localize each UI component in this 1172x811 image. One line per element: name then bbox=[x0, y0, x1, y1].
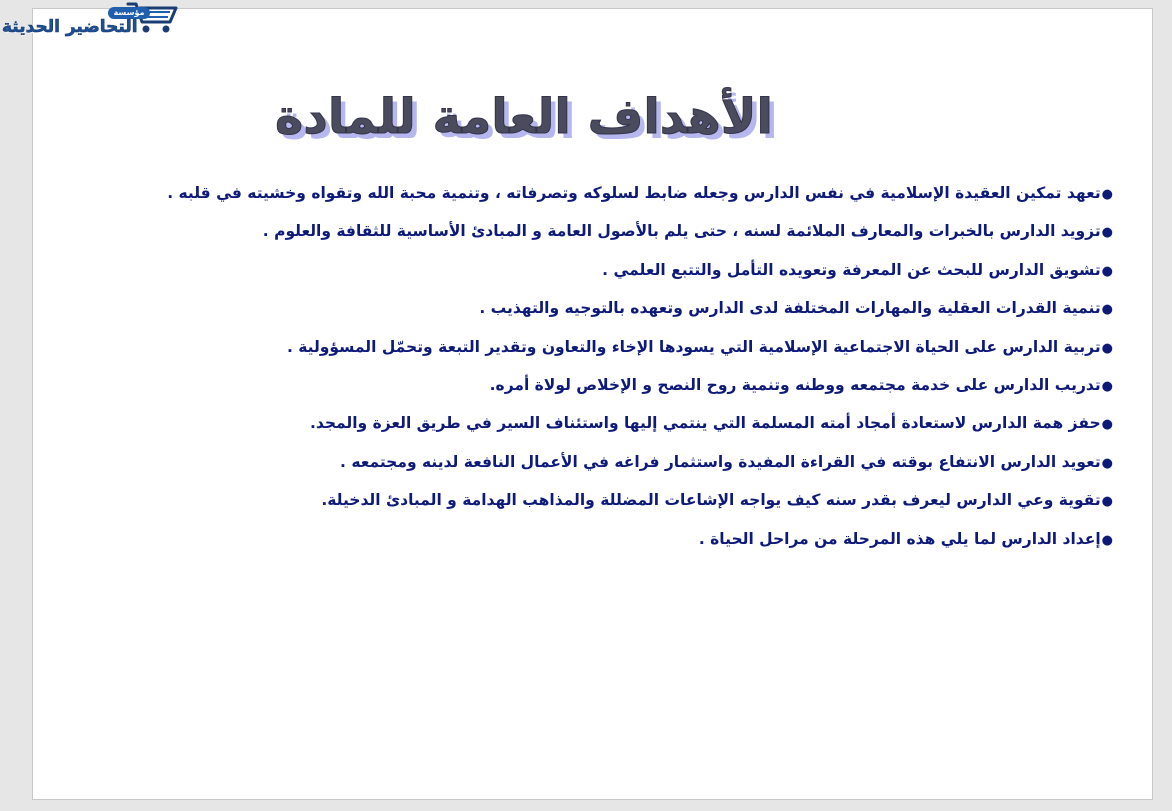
goal-item bbox=[233, 483, 1113, 521]
goals-list bbox=[167, 176, 1113, 560]
bullet-icon: ● bbox=[1101, 263, 1113, 279]
goal-item bbox=[233, 406, 1113, 444]
bullet-icon: ● bbox=[1101, 225, 1113, 241]
goal-item bbox=[233, 330, 1113, 368]
document-page bbox=[32, 8, 1153, 800]
bullet-icon: ● bbox=[1101, 187, 1113, 202]
goal-text: تربية الدارس على الحياة الاجتماعية الإسلامية التي يسودها الإخاء والتعاون وتقدير التبعة وتحمّل المسؤولية . bbox=[286, 337, 1101, 356]
goal-text: حفز همة الدارس لاستعادة أمجاد أمته المسلمة التي ينتمي إليها واستئناف السير في طريق العزة والمجد. bbox=[310, 414, 1101, 433]
goal-text: تعهد تمكين العقيدة الإسلامية في نفس الدارس وجعله ضابط لسلوكه وتصرفاته ، وتنمية محبة الله وتقواه وخشيته في قلبه . bbox=[167, 184, 1101, 202]
document-title: الأهداف العامة للمادة bbox=[274, 89, 773, 145]
bullet-icon: ● bbox=[1101, 378, 1113, 394]
goal-item bbox=[167, 176, 1113, 214]
bullet-icon: ● bbox=[1101, 532, 1113, 548]
logo-name: التحاضير الحديثة bbox=[2, 17, 138, 37]
bullet-icon: ● bbox=[1101, 417, 1113, 433]
goal-text: إعداد الدارس لما يلي هذه المرحلة من مراحل الحياة . bbox=[698, 529, 1101, 548]
goal-text: تزويد الدارس بالخبرات والمعارف الملائمة لسنه ، حتى يلم بالأصول العامة و المبادئ الأساسية للثقافة والعلوم . bbox=[262, 222, 1101, 241]
logo-sub-label: مؤسسة bbox=[108, 7, 150, 19]
goal-item bbox=[233, 291, 1113, 329]
bullet-icon: ● bbox=[1101, 494, 1113, 510]
goal-item bbox=[233, 253, 1113, 291]
goal-item bbox=[233, 214, 1113, 252]
goal-item bbox=[233, 445, 1113, 483]
goal-text: تقوية وعي الدارس ليعرف بقدر سنه كيف يواجه الإشاعات المضللة والمذاهب الهدامة و المبادئ الدخيلة. bbox=[321, 491, 1101, 510]
bullet-icon: ● bbox=[1101, 302, 1113, 318]
goal-text: تنمية القدرات العقلية والمهارات المختلفة لدى الدارس وتعهده بالتوجيه والتهذيب . bbox=[479, 299, 1101, 318]
goal-item bbox=[233, 522, 1113, 560]
logo bbox=[0, 0, 185, 46]
goal-text: تعويد الدارس الانتفاع بوقته في القراءة المفيدة واستثمار فراغه في الأعمال النافعة لدينه ومجتمعه . bbox=[340, 452, 1101, 471]
goal-text: تشويق الدارس للبحث عن المعرفة وتعويده التأمل والتتبع العلمي . bbox=[602, 260, 1101, 279]
goal-item bbox=[233, 368, 1113, 406]
goal-text: تدريب الدارس على خدمة مجتمعه ووطنه وتنمية روح النصح و الإخلاص لولاة أمره. bbox=[489, 375, 1101, 394]
bullet-icon: ● bbox=[1101, 340, 1113, 356]
bullet-icon: ● bbox=[1101, 455, 1113, 471]
